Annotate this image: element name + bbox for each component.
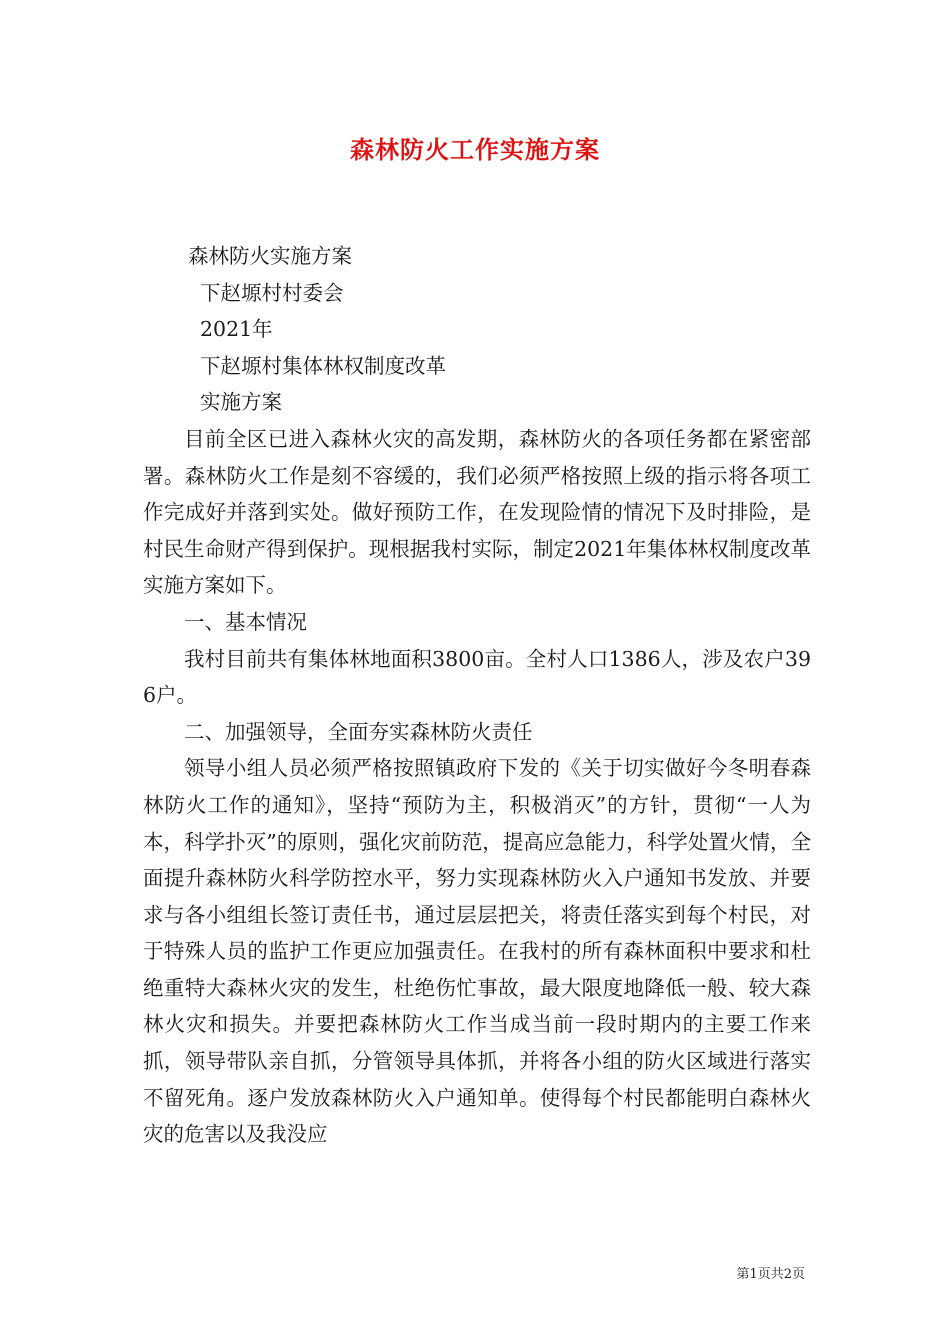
section-heading-leadership: 二、加强领导，全面夯实森林防火责任 — [184, 719, 533, 744]
paragraph-leadership: 领导小组人员必须严格按照镇政府下发的《关于切实做好今冬明春森林防火工作的通知》，坚持“预防为主，积极消灭”的方针，贯彻“一人为本，科学扑灭”的原则，强化灾前防范，提高应急能力，科学处置火情，全面提升森林防火科学防控水平，努力实现森林防火入户通知书发放、并要求与各小组组长签订责任书，通过层层把关，将责任落实到每个村民，对于特殊人员的监护工作更应加强责任。在我村的所有森林面积中要求和杜绝重特大森林火灾的发生，杜绝伤忙事故，最大限度地降低一般、较大森林火灾和损失。并要把森林防火工作当成当前一段时期内的主要工作来抓，领导带队亲自抓，分管领导具体抓，并将各小组的防火区域进行落实不留死角。逐户发放森林防火入户通知单。使得每个村民都能明白森林火灾的危害以及我没应 — [143, 756, 811, 1147]
document-title: 森林防火工作实施方案 — [350, 135, 600, 164]
paragraph-basic: 我村目前共有集体林地面积3800亩。全村人口1386人，涉及农户396户。 — [143, 646, 811, 708]
section-heading-basic: 一、基本情况 — [184, 609, 307, 634]
document-body — [143, 238, 811, 1153]
header-line-committee: 下赵塬村村委会 — [200, 280, 344, 305]
header-line-plan: 实施方案 — [200, 390, 282, 415]
header-line-reform: 下赵塬村集体林权制度改革 — [200, 353, 446, 378]
header-line-year: 2021年 — [200, 317, 273, 342]
paragraph-intro: 目前全区已进入森林火灾的高发期，森林防火的各项任务都在紧密部署。森林防火工作是刻不容缓的，我们必须严格按照上级的指示将各项工作完成好并落到实处。做好预防工作，在发现险情的情况下及时排险，是村民生命财产得到保护。现根据我村实际，制定2021年集体林权制度改革实施方案如下。 — [143, 426, 811, 598]
page-number: 第1页共2页 — [736, 1267, 805, 1282]
header-line-plan-name: 森林防火实施方案 — [188, 244, 352, 268]
